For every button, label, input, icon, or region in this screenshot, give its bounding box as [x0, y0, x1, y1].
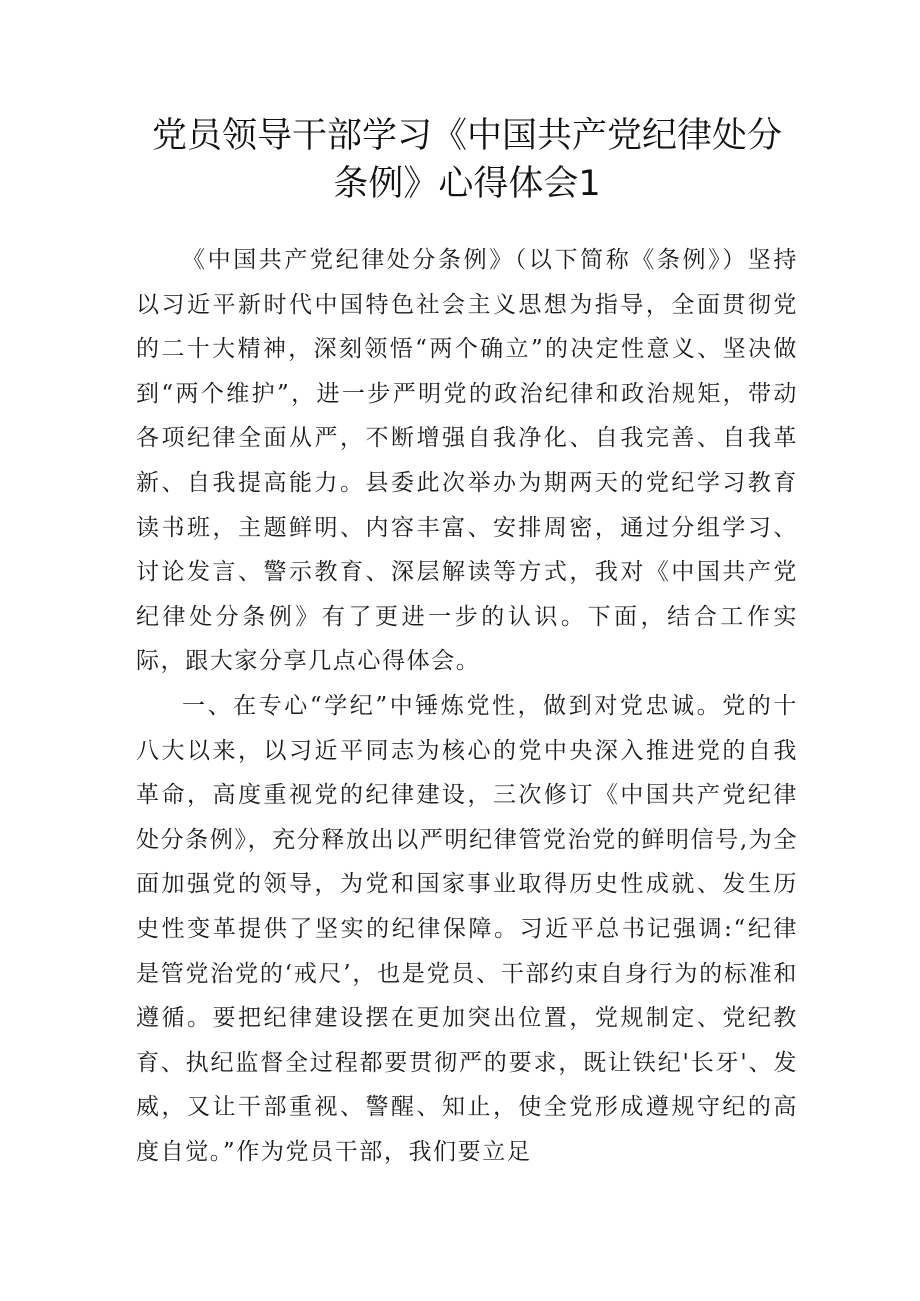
paragraph-section-one: 一、在专心“学纪”中锤炼党性，做到对党忠诚。党的十八大以来，以习近平同志为核心的党中央深入推进党的自我革命，高度重视党的纪律建设，三次修订《中国共产党纪律处分条例》，充分释放出以严明纪律管党治党的鲜明信号,为全面加强党的领导，为党和国家事业取得历史性成就、发生历史性变革提供了坚实的纪律保障。习近平总书记强调:“纪律是管党治党的‘戒尺’，也是党员、干部约束自身行为的标准和遵循。要把纪律建设摆在更加突出位置，党规制定、党纪教育、执纪监督全过程都要贯彻严的要求，既让铁纪'长牙'、发威，又让干部重视、警醒、知止，使全党形成遵规守纪的高度自觉。”作为党员干部，我们要立足: [136, 692, 798, 1165]
document-body: [136, 238, 798, 1174]
document-title: 党员领导干部学习《中国共产党纪律处分条例》心得体会1: [151, 116, 782, 204]
paragraph-intro: 《中国共产党纪律处分条例》（以下简称《条例》）坚持以习近平新时代中国特色社会主义思想为指导，全面贯彻党的二十大精神，深刻领悟“两个确立”的决定性意义、坚决做到“两个维护”，进一步严明党的政治纪律和政治规矩，带动各项纪律全面从严，不断增强自我净化、自我完善、自我革新、自我提高能力。县委此次举办为期两天的党纪学习教育读书班，主题鲜明、内容丰富、安排周密，通过分组学习、讨论发言、警示教育、深层解读等方式，我对《中国共产党纪律处分条例》有了更进一步的认识。下面，结合工作实际，跟大家分享几点心得体会。: [136, 247, 798, 675]
